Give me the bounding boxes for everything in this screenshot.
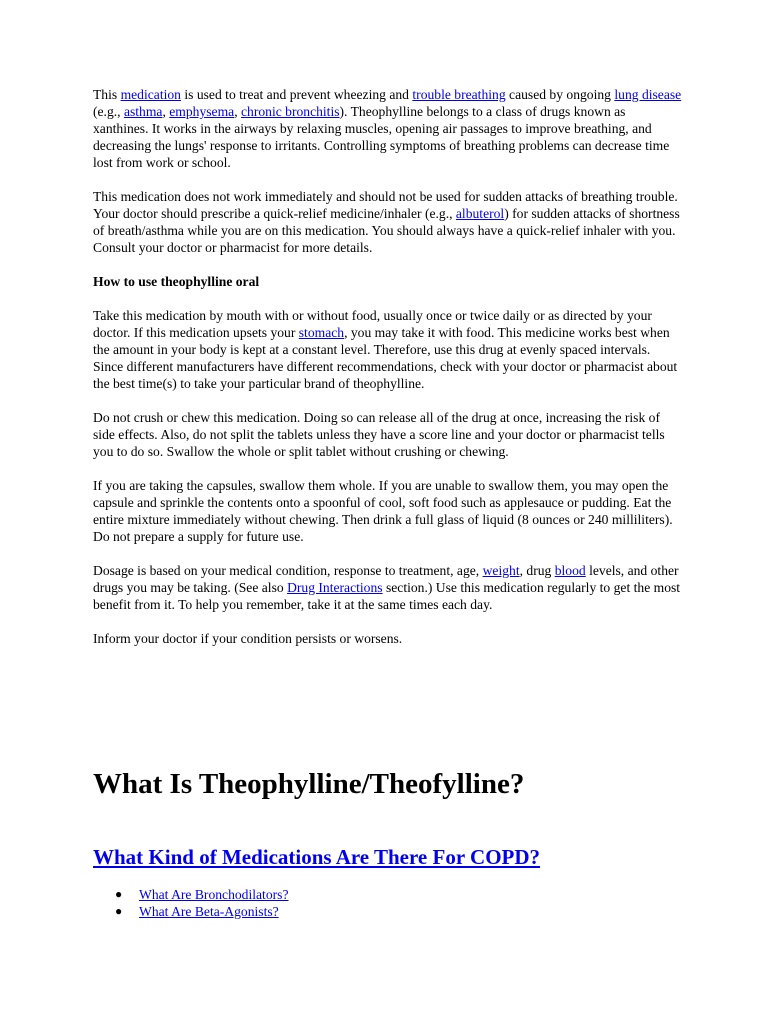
paragraph-not-immediate: [93, 188, 683, 256]
article-body: [93, 86, 683, 664]
text: , drug: [519, 563, 555, 578]
text: ). Theophylline belongs to a class of drugs known as xanthines. It works in the airways by relaxing muscles, opening air passages to improve breathing, and decreasing the lungs' response to irritants. Controlling symptoms of breathing problems can decrease time lost from work or school.: [93, 104, 670, 170]
link-bronchodilators[interactable]: What Are Bronchodilators?: [139, 887, 289, 902]
paragraph-dosage: [93, 562, 683, 613]
text: This medication does not work immediately and should not be used for sudden attacks of breathing trouble. Your doctor should prescribe a quick-relief medicine/inhaler (e.g.,: [93, 189, 678, 221]
text: levels, and other drugs you may be taking. (See also: [93, 563, 679, 595]
link-weight[interactable]: weight: [482, 563, 520, 578]
link-emphysema[interactable]: emphysema: [169, 104, 235, 119]
page-title: What Is Theophylline/Theofylline?: [93, 768, 525, 800]
text: ) for sudden attacks of shortness of breath/asthma while you are on this medication. You should always have a quick-relief inhaler with you. Consult your doctor or pharmacist for more details.: [93, 206, 680, 255]
paragraph-inform-doctor: Inform your doctor if your condition persists or worsens.: [93, 631, 403, 646]
link-blood[interactable]: blood: [554, 563, 586, 578]
link-albuterol[interactable]: albuterol: [455, 206, 505, 221]
link-stomach[interactable]: stomach: [298, 325, 345, 340]
text: Take this medication by mouth with or without food, usually once or twice daily or as directed by your doctor. If this medication upsets your: [93, 308, 652, 340]
list-item: [93, 886, 289, 903]
paragraph-do-not-crush: Do not crush or chew this medication. Doing so can release all of the drug at once, increasing the risk of side effects. Also, do not split the tablets unless they have a score line and your doctor or pharmacist tells you to do so. Swallow the whole or split tablet without crushing or chewing.: [93, 410, 665, 459]
link-medication[interactable]: medication: [120, 87, 181, 102]
paragraph-capsules: If you are taking the capsules, swallow them whole. If you are unable to swallow them, you may open the capsule and sprinkle the contents onto a spoonful of cool, soft food such as applesauce or pudding. Eat the entire mixture immediately without chewing. Then drink a full glass of liquid (8 ounces or 240 milliliters). Do not prepare a supply for future use.: [93, 478, 673, 544]
text: caused by ongoing: [505, 87, 615, 102]
link-copd-medications[interactable]: What Kind of Medications Are There For COPD?: [93, 845, 541, 869]
link-beta-agonists[interactable]: What Are Beta-Agonists?: [139, 904, 279, 919]
text: , you may take it with food. This medicine works best when the amount in your body is kept at a constant level. Therefore, use this drug at evenly spaced intervals. Since different manufacturers have different recommendations, check with your doctor or pharmacist about the best time(s) to take your particular brand of theophylline.: [93, 325, 678, 391]
link-drug-interactions[interactable]: Drug Interactions: [287, 580, 383, 595]
section-heading-how-to-use: How to use theophylline oral: [93, 274, 260, 289]
text: section.) Use this medication regularly to get the most benefit from it. To help you remember, take it at the same times each day.: [93, 580, 681, 612]
text: is used to treat and prevent wheezing and: [180, 87, 413, 102]
text: This: [93, 87, 121, 102]
link-asthma[interactable]: asthma: [123, 104, 163, 119]
related-links-list: [93, 886, 289, 920]
text: ,: [162, 104, 170, 119]
paragraph-uses: [93, 86, 683, 171]
text: (e.g.,: [93, 104, 124, 119]
link-trouble-breathing[interactable]: trouble breathing: [412, 87, 506, 102]
paragraph-take-medication: [93, 307, 683, 392]
link-lung-disease[interactable]: lung disease: [614, 87, 682, 102]
link-chronic-bronchitis[interactable]: chronic bronchitis: [241, 104, 340, 119]
subtitle: [93, 843, 540, 871]
bullet-icon: ●: [115, 904, 123, 918]
bullet-icon: ●: [115, 887, 123, 901]
list-item: [93, 903, 289, 920]
text: Dosage is based on your medical condition, response to treatment, age,: [93, 563, 483, 578]
text: ,: [234, 104, 241, 119]
